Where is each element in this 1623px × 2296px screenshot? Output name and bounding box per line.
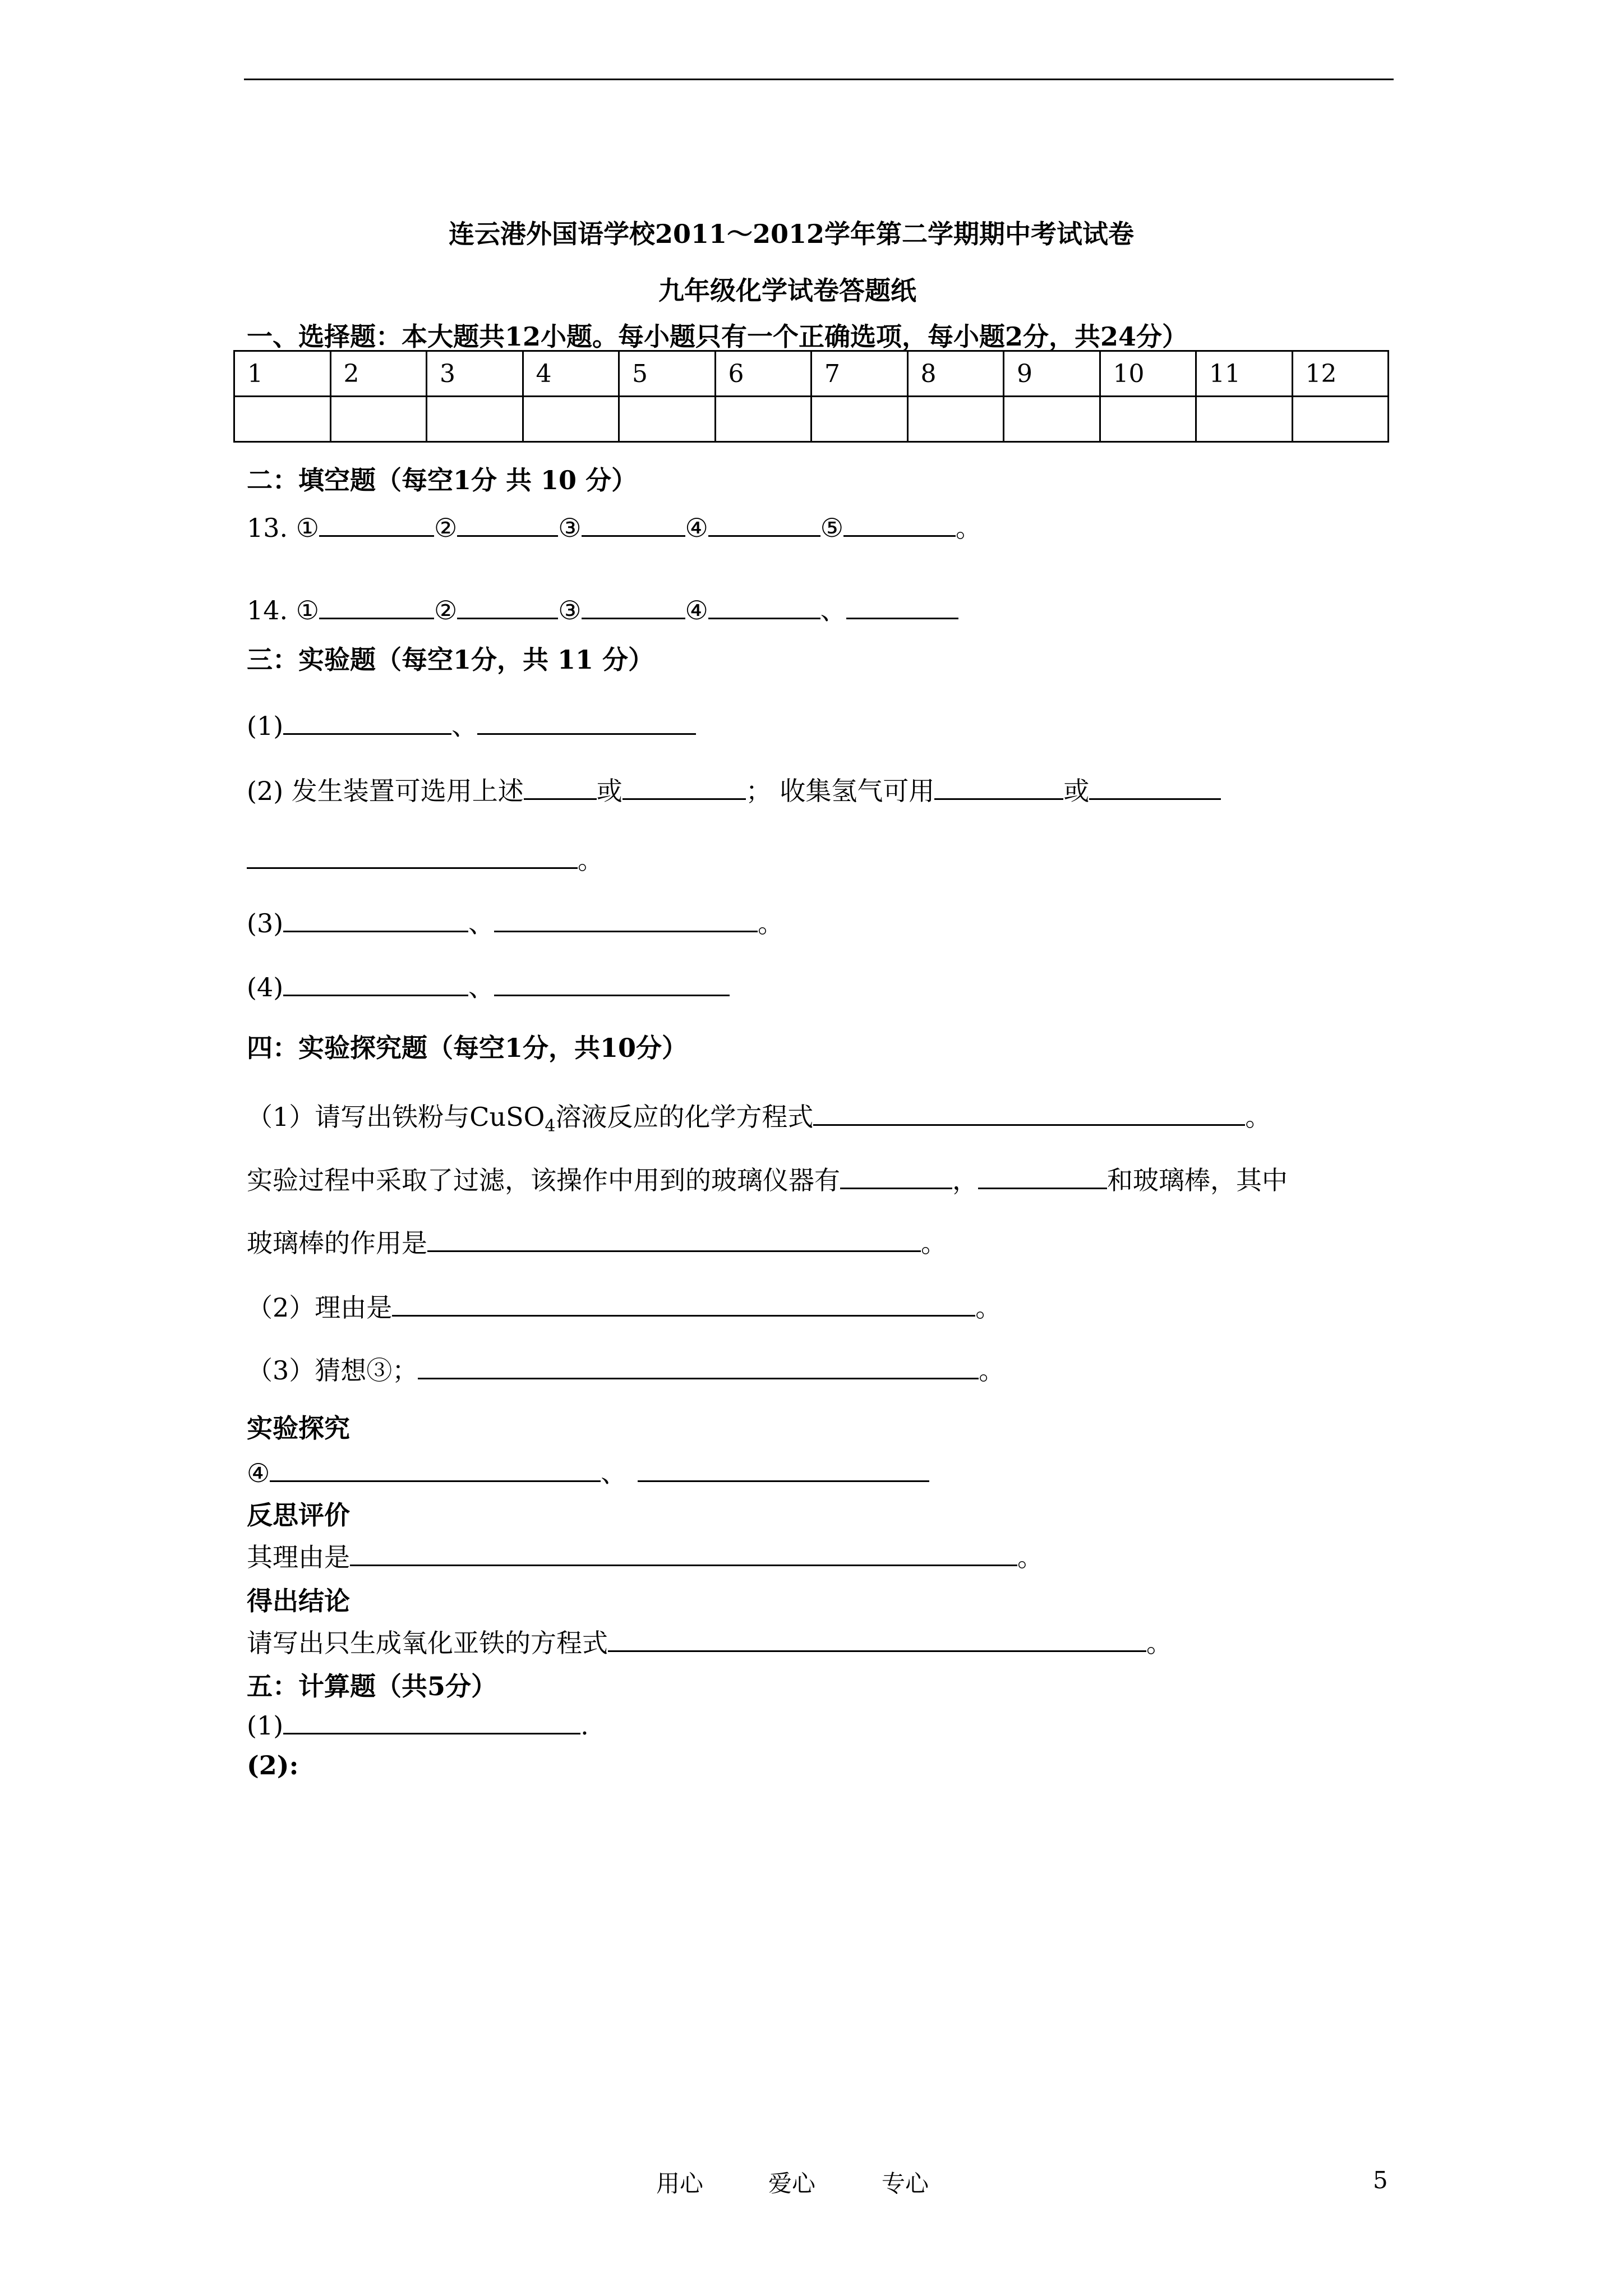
section4-filter-line (247, 1160, 1288, 1197)
circled-mark: ④ (685, 513, 708, 543)
sentence-end: 。 (956, 513, 982, 543)
question-13-line (247, 508, 981, 545)
sentence-end: 。 (578, 845, 603, 875)
question-number-cell: 8 (907, 351, 1004, 397)
filter-comma: ， (952, 1165, 978, 1195)
circled-mark: ① (296, 513, 320, 543)
answer-blank[interactable] (524, 774, 597, 800)
question-14-line (247, 590, 958, 627)
answer-cell[interactable] (619, 397, 716, 442)
part2-or-2: 或 (1063, 776, 1090, 806)
answer-blank[interactable] (494, 970, 730, 996)
answer-cell[interactable] (1292, 397, 1389, 442)
filter-rest: 和玻璃棒，其中 (1107, 1165, 1288, 1195)
page-number: 5 (1373, 2166, 1388, 2194)
circled-mark: ② (434, 595, 458, 625)
q1-label: （1）请写出铁粉与 (247, 1102, 470, 1132)
answer-table (233, 350, 1389, 443)
answer-cell[interactable] (907, 397, 1004, 442)
answer-blank[interactable] (319, 510, 434, 537)
sentence-end: 。 (921, 1228, 947, 1258)
answer-blank[interactable] (708, 510, 820, 537)
answer-blank[interactable] (846, 593, 958, 619)
question-number-cell: 2 (330, 351, 427, 397)
answer-table-answer-row (234, 397, 1389, 442)
reflect-line (247, 1537, 1043, 1574)
answer-blank[interactable] (457, 593, 558, 619)
formula-base: CuSO (469, 1102, 545, 1132)
question-number-cell: 11 (1196, 351, 1293, 397)
sentence-end: . (580, 1710, 589, 1741)
answer-blank[interactable] (623, 774, 746, 800)
section5-part2-label: (2): (247, 1750, 299, 1780)
question-number-cell: 7 (811, 351, 908, 397)
answer-blank[interactable] (457, 510, 558, 537)
question-number: 13. (247, 513, 288, 543)
answer-cell[interactable] (1100, 397, 1196, 442)
answer-blank[interactable] (582, 510, 685, 537)
circled-mark: ③ (558, 595, 582, 625)
answer-blank[interactable] (708, 593, 820, 619)
question-number-cell: 5 (619, 351, 716, 397)
section3-part2-continuation (247, 840, 603, 877)
answer-blank[interactable] (1089, 774, 1221, 800)
part-label: (3) (247, 908, 284, 938)
answer-cell[interactable] (330, 397, 427, 442)
answer-blank[interactable] (427, 1226, 921, 1252)
separator: 、 (468, 908, 495, 938)
question-number-cell: 3 (427, 351, 523, 397)
answer-blank[interactable] (270, 1456, 601, 1482)
answer-blank[interactable] (843, 510, 956, 537)
answer-blank[interactable] (247, 843, 578, 869)
footer-word-1: 用心 (656, 2170, 704, 2197)
sentence-end: 。 (975, 1292, 1002, 1323)
part-label: (4) (247, 972, 284, 1002)
answer-blank[interactable] (934, 774, 1063, 800)
answer-blank[interactable] (813, 1099, 1245, 1126)
sentence-end: 。 (1245, 1102, 1271, 1132)
answer-blank[interactable] (494, 906, 758, 932)
question-number-cell: 12 (1292, 351, 1389, 397)
question-number-cell: 1 (234, 351, 331, 397)
answer-blank[interactable] (840, 1163, 952, 1189)
section3-part1-line (247, 706, 696, 743)
filter-text: 实验过程中采取了过滤，该操作中用到的玻璃仪器有 (247, 1165, 840, 1195)
part2-text-b: 收集氢气可用 (780, 776, 935, 806)
conclude-heading: 得出结论 (247, 1586, 350, 1616)
explore-heading: 实验探究 (247, 1413, 350, 1443)
question-number-cell: 10 (1100, 351, 1196, 397)
answer-blank[interactable] (283, 970, 468, 996)
sentence-end: 。 (758, 908, 784, 938)
answer-blank[interactable] (319, 593, 434, 619)
conclude-line (247, 1623, 1172, 1660)
exam-subtitle: 九年级化学试卷答题纸 (658, 275, 916, 306)
part2-text-a: 发生装置可选用上述 (291, 776, 524, 806)
answer-blank[interactable] (392, 1290, 975, 1317)
separator: 、 (601, 1458, 627, 1488)
answer-blank[interactable] (638, 1456, 929, 1482)
section5-heading: 五：计算题（共5分） (247, 1671, 497, 1701)
reflect-heading: 反思评价 (247, 1500, 350, 1530)
answer-cell[interactable] (715, 397, 811, 442)
circled-mark: ⑤ (820, 513, 844, 543)
part2-or-1: 或 (596, 776, 623, 806)
circled-mark: ② (434, 513, 458, 543)
question-number-cell: 4 (523, 351, 619, 397)
part2-semicolon: ； (745, 776, 772, 806)
part-label: (2) (247, 776, 284, 806)
section3-part4-line (247, 967, 730, 1004)
conclude-text: 请写出只生成氧化亚铁的方程式 (247, 1628, 608, 1658)
section3-part3-line (247, 903, 783, 940)
section1-heading: 一、选择题：本大题共12小题。每小题只有一个正确选项，每小题2分，共24分） (247, 321, 1188, 352)
header-rule (244, 79, 1394, 80)
section2-heading: 二：填空题（每空1分 共 10 分） (247, 465, 638, 495)
exam-title: 连云港外国语学校2011～2012学年第二学期期中考试试卷 (449, 219, 1135, 249)
answer-cell[interactable] (427, 397, 523, 442)
answer-blank[interactable] (350, 1540, 1017, 1566)
answer-cell[interactable] (1196, 397, 1293, 442)
section4-q3-line (247, 1350, 1004, 1387)
circled-mark: ④ (685, 595, 708, 625)
answer-cell[interactable] (234, 397, 331, 442)
answer-blank[interactable] (582, 593, 685, 619)
section4-rod-line (247, 1223, 947, 1260)
reflect-text: 其理由是 (247, 1542, 350, 1572)
section3-heading: 三：实验题（每空1分，共 11 分） (247, 645, 654, 675)
answer-blank[interactable] (978, 1163, 1107, 1189)
part-label: (1) (247, 711, 284, 741)
q3-text: （3）猜想③； (247, 1355, 418, 1386)
section3-part2-line (247, 771, 1221, 808)
section4-q2-line (247, 1287, 1001, 1324)
circled-mark: ④ (247, 1458, 270, 1488)
explore-line (247, 1453, 929, 1490)
footer-word-3: 专心 (882, 2170, 929, 2197)
answer-blank[interactable] (283, 708, 451, 735)
answer-cell[interactable] (523, 397, 619, 442)
answer-table-number-row (234, 351, 1389, 397)
cuso4-formula (469, 1102, 556, 1137)
separator: 、 (820, 595, 846, 625)
footer-word-2: 爱心 (768, 2170, 816, 2197)
section4-heading: 四：实验探究题（每空1分，共10分） (247, 1033, 688, 1063)
answer-blank[interactable] (283, 906, 468, 932)
q2-text: （2）理由是 (247, 1292, 393, 1323)
formula-subscript: 4 (545, 1116, 556, 1137)
answer-blank[interactable] (418, 1353, 979, 1379)
q1-rest: 溶液反应的化学方程式 (555, 1102, 814, 1132)
section5-part1-line (247, 1708, 589, 1741)
circled-mark: ③ (558, 513, 582, 543)
question-number-cell: 6 (715, 351, 811, 397)
separator: 、 (468, 972, 495, 1002)
sentence-end: 。 (979, 1355, 1005, 1386)
answer-blank[interactable] (608, 1626, 1146, 1652)
rod-text: 玻璃棒的作用是 (247, 1228, 427, 1258)
question-number: 14. (247, 595, 288, 625)
sentence-end: 。 (1017, 1542, 1043, 1572)
answer-blank[interactable] (477, 708, 696, 735)
section4-q1-line (247, 1097, 1271, 1136)
separator: 、 (451, 711, 478, 741)
sentence-end: 。 (1146, 1628, 1172, 1658)
answer-cell[interactable] (811, 397, 908, 442)
part-label: (1) (247, 1710, 284, 1741)
question-number-cell: 9 (1004, 351, 1100, 397)
circled-mark: ① (296, 595, 320, 625)
answer-cell[interactable] (1004, 397, 1100, 442)
answer-blank[interactable] (283, 1708, 580, 1734)
